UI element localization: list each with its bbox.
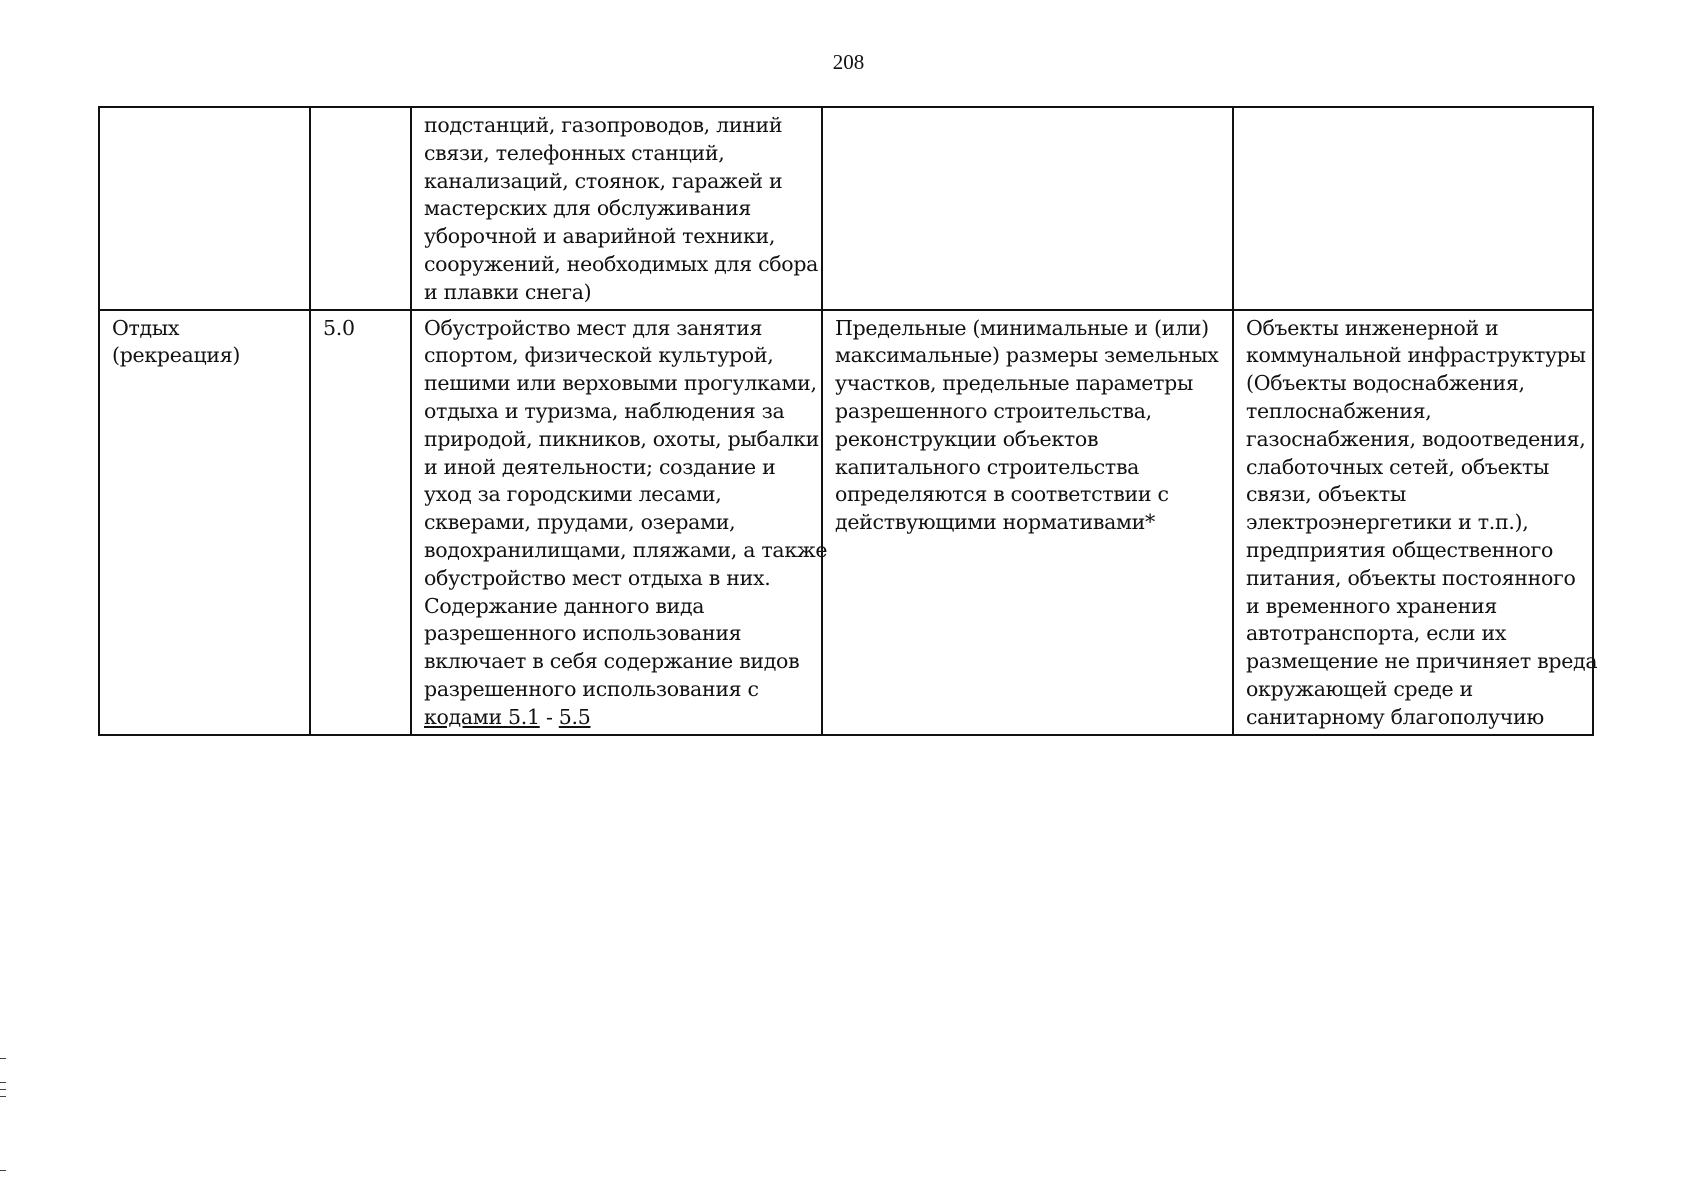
text-line: Предельные (минимальные и (или) (835, 315, 1209, 340)
text-line: природой, пикников, охоты, рыбалки (424, 426, 820, 451)
text-line: капитального строительства (835, 454, 1140, 479)
text-line: Объекты инженерной и (1246, 315, 1499, 340)
margin-mark (0, 1096, 6, 1097)
text-line: сооружений, необходимых для сбора (424, 251, 819, 276)
text-line: газоснабжения, водоотведения, (1246, 426, 1586, 451)
use-name-cell (99, 107, 310, 310)
text-line: разрешенного строительства, (835, 398, 1152, 423)
text-line: предприятия общественного (1246, 537, 1553, 562)
text-line: разрешенного использования (424, 621, 742, 646)
text-line: мастерских для обслуживания (424, 196, 752, 221)
use-description-cell (411, 310, 828, 735)
text-line: связи, объекты (1246, 482, 1406, 507)
text-line: скверами, прудами, озерами, (424, 510, 736, 535)
table-row (99, 107, 1593, 310)
text-line: и плавки снега) (424, 279, 592, 304)
use-description-cell (411, 107, 822, 310)
text-line: реконструкции объектов (835, 426, 1099, 451)
text-line: пешими или верховыми прогулками, (424, 371, 817, 396)
auxiliary-uses-cell (1233, 310, 1598, 735)
use-code-cell (310, 107, 411, 310)
text-line: теплоснабжения, (1246, 398, 1432, 423)
description-lines (424, 315, 828, 704)
text-line: питания, объекты постоянного (1246, 565, 1576, 590)
text-line: (рекреация) (112, 343, 241, 368)
use-code-cell (310, 310, 411, 735)
text-line: коммунальной инфраструктуры (1246, 343, 1586, 368)
text-line: Обустройство мест для занятия (424, 315, 763, 340)
text-line: слаботочных сетей, объекты (1246, 454, 1550, 479)
code-link-5-1[interactable]: кодами 5.1 (424, 704, 540, 729)
table-row (99, 310, 1593, 735)
text-line: водохранилищами, пляжами, а также (424, 537, 828, 562)
text-line: размещение не причиняет вреда (1246, 649, 1598, 674)
text-line: Отдых (112, 315, 180, 340)
use-code: 5.0 (323, 315, 355, 340)
text-line: окружающей среде и (1246, 676, 1473, 701)
related-codes-line (424, 704, 809, 732)
text-line: электроэнергетики и т.п.), (1246, 510, 1529, 535)
text-line: включает в себя содержание видов (424, 649, 800, 674)
margin-mark (0, 1089, 6, 1090)
text-line: обустройство мест отдыха в них. (424, 565, 771, 590)
parameters-cell (822, 310, 1233, 735)
code-range-separator: - (539, 704, 559, 729)
text-line: максимальные) размеры земельных (835, 343, 1219, 368)
text-line: спортом, физической культурой, (424, 343, 774, 368)
auxiliary-uses-cell (1233, 107, 1593, 310)
text-line: отдыха и туризма, наблюдения за (424, 398, 785, 423)
zoning-table (98, 106, 1598, 736)
parameters-cell (822, 107, 1233, 310)
text-line: и временного хранения (1246, 593, 1497, 618)
page-number: 208 (832, 50, 865, 74)
text-line: Содержание данного вида (424, 593, 705, 618)
text-line: автотранспорта, если их (1246, 621, 1507, 646)
text-line: участков, предельные параметры (835, 371, 1193, 396)
text-line: (Объекты водоснабжения, (1246, 371, 1525, 396)
margin-mark (0, 1170, 6, 1171)
text-line: санитарному благополучию (1246, 704, 1544, 729)
text-line: и иной деятельности; создание и (424, 454, 776, 479)
text-line: подстанций, газопроводов, линий (424, 113, 783, 137)
text-line: уход за городскими лесами, (424, 482, 722, 507)
margin-mark (0, 1082, 6, 1083)
text-line: разрешенного использования с (424, 676, 759, 701)
text-line: уборочной и аварийной техники, (424, 224, 776, 249)
margin-mark (0, 1058, 6, 1059)
text-line: действующими нормативами* (835, 510, 1155, 535)
text-line: канализаций, стоянок, гаражей и (424, 168, 783, 193)
text-line: связи, телефонных станций, (424, 140, 725, 165)
use-name-cell (99, 310, 310, 735)
text-line: определяются в соответствии с (835, 482, 1169, 507)
code-link-5-5[interactable]: 5.5 (558, 704, 591, 729)
